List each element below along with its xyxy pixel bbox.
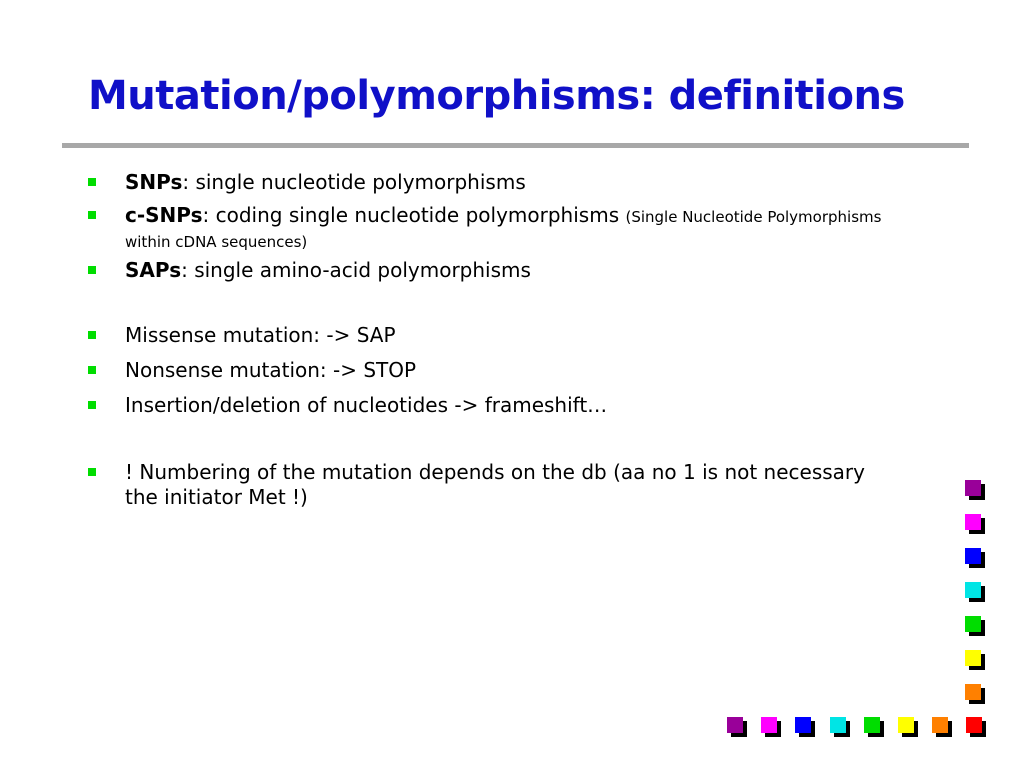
bullet-marker [88, 331, 96, 339]
bullet-text [125, 170, 895, 195]
decor-square [965, 582, 981, 598]
decor-square [830, 717, 846, 733]
bullet-marker [88, 468, 96, 476]
decor-square [795, 717, 811, 733]
decor-square [966, 717, 982, 733]
decor-square [965, 548, 981, 564]
bullet-marker [88, 366, 96, 374]
decor-square [965, 480, 981, 496]
decor-square [932, 717, 948, 733]
bullet-marker [88, 211, 96, 219]
decor-square [965, 616, 981, 632]
decor-square [761, 717, 777, 733]
bullet-text: Insertion/deletion of nucleotides -> frameshift… [125, 393, 608, 417]
decor-square [727, 717, 743, 733]
bullet-text: Nonsense mutation: -> STOP [125, 358, 417, 382]
decor-square [864, 717, 880, 733]
bullet-definition: : single nucleotide polymorphisms [182, 170, 526, 194]
slide-title: Mutation/polymorphisms: definitions [88, 73, 905, 119]
bullet-text: ! Numbering of the mutation depends on the db (aa no 1 is not necessary the initiator Met !) [125, 460, 865, 509]
decor-square [965, 650, 981, 666]
bullet-definition: : coding single nucleotide polymorphisms [202, 203, 626, 227]
bullet-text [125, 203, 895, 253]
bullet-term: SAPs [125, 258, 182, 282]
bullet-marker [88, 178, 96, 186]
bullet-text: Missense mutation: -> SAP [125, 323, 396, 347]
bullet-marker [88, 401, 96, 409]
bullet-term: SNPs [125, 170, 183, 194]
bullet-text [125, 258, 895, 283]
decor-square [965, 514, 981, 530]
bullet-definition: : single amino-acid polymorphisms [181, 258, 531, 282]
bullet-term: c-SNPs [125, 203, 203, 227]
decor-square [965, 684, 981, 700]
title-divider [62, 143, 969, 148]
bullet-note: (Single Nucleotide Polymorphisms within cDNA sequences) [125, 208, 882, 251]
bullet-marker [88, 266, 96, 274]
decor-square [898, 717, 914, 733]
